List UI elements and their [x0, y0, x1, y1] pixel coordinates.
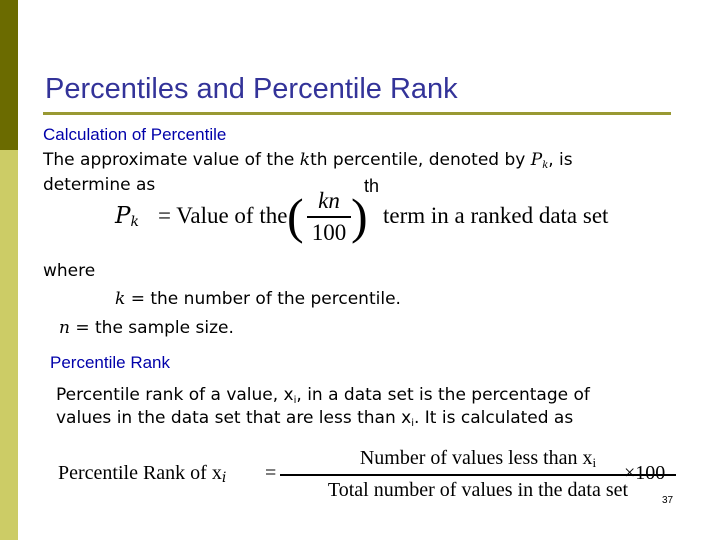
formula-denominator: 100 [311, 220, 347, 245]
var-k: k [115, 289, 126, 309]
var-P-subscript: k [542, 160, 549, 171]
rank-lhs-text: Percentile Rank of x [58, 462, 222, 484]
formula-P: P [115, 203, 131, 229]
title-underline [43, 112, 671, 115]
rank-numerator-text: Number of values less than x [359, 447, 593, 469]
text-fragment: . It is calculated as [413, 408, 574, 428]
formula-fraction [305, 188, 353, 246]
var-P: P [530, 150, 543, 170]
rank-equals: = [265, 462, 277, 484]
rank-denominator: Total number of values in the data set [327, 479, 629, 501]
text-fragment: , is [548, 150, 573, 170]
left-paren: ( [287, 188, 304, 244]
formula-lhs [115, 203, 139, 230]
page-number: 37 [662, 495, 674, 506]
rank-numerator [280, 447, 676, 474]
text-fragment: = the sample size. [69, 318, 234, 338]
calculation-line-2: determine as [43, 175, 156, 195]
var-i-subscript: i [293, 395, 297, 406]
rank-multiplier: ×100 [624, 462, 666, 484]
text-fragment: Percentile rank of a value, x [56, 385, 294, 405]
formula-superscript: th [364, 176, 380, 196]
var-n: n [59, 318, 70, 338]
rank-line-2 [56, 408, 573, 429]
rank-fraction [280, 447, 676, 502]
formula-rest: term in a ranked data set [383, 203, 609, 228]
var-k: k [299, 150, 311, 170]
section-heading-calculation: Calculation of Percentile [43, 125, 227, 144]
rank-formula-lhs [58, 462, 226, 486]
text-fragment: The approximate value of the [43, 150, 300, 170]
right-paren: ) [351, 188, 368, 244]
formula-P-subscript: k [130, 214, 139, 230]
formula-label: = Value of the [158, 203, 288, 228]
text-fragment: , in a data set is the percentage of [296, 385, 590, 405]
calculation-line-1 [43, 150, 573, 171]
definition-k [115, 289, 401, 309]
rank-line-1 [56, 385, 590, 406]
rank-fraction-bar [280, 474, 676, 476]
slide-title: Percentiles and Percentile Rank [45, 73, 458, 105]
section-heading-percentile-rank: Percentile Rank [50, 353, 171, 372]
side-bar-dark [0, 0, 18, 150]
definition-n [59, 318, 234, 338]
where-label: where [43, 261, 96, 281]
side-bar-light [0, 150, 18, 540]
text-fragment: th percentile, denoted by [310, 150, 531, 170]
rank-numerator-subscript: i [592, 455, 597, 470]
text-fragment: values in the data set that are less than x [56, 408, 412, 428]
side-bar-divider [18, 0, 21, 540]
text-fragment: = the number of the percentile. [125, 289, 401, 309]
rank-lhs-subscript: i [221, 470, 227, 486]
var-i-subscript: i [411, 418, 414, 429]
formula-numerator: kn [318, 188, 340, 213]
fraction-bar [307, 216, 351, 218]
